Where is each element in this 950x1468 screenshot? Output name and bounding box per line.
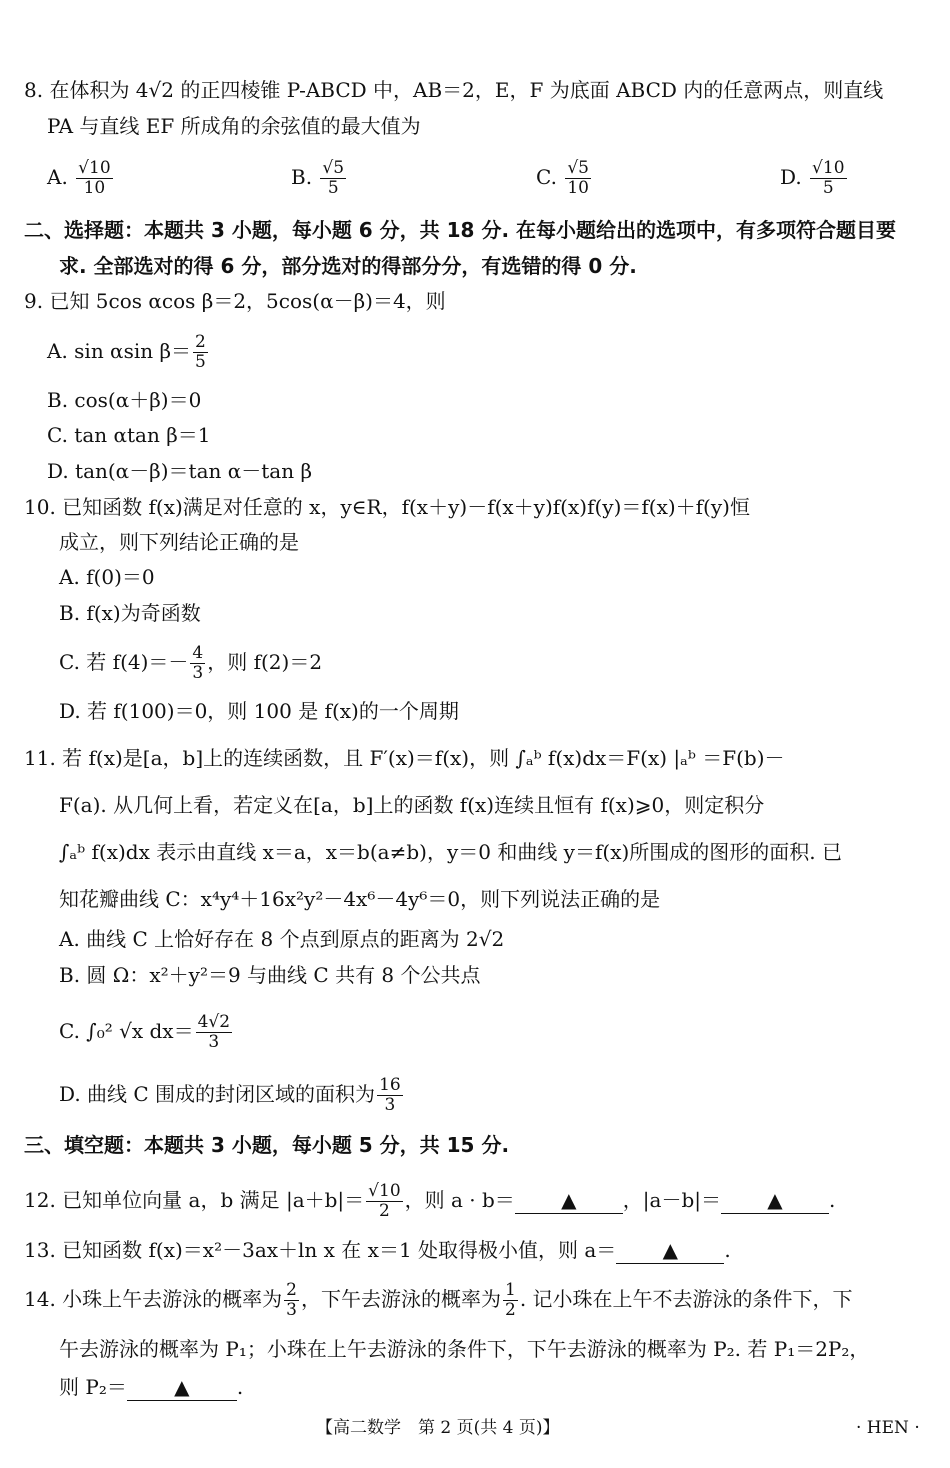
q8-stem-line1: 8. 在体积为 4√2 的正四棱锥 P-ABCD 中，AB＝2，E，F 为底面 ABCD 内的任意两点，则直线 xyxy=(24,78,884,102)
q11-option-b: B. 圆 Ω：x²＋y²＝9 与曲线 C 共有 8 个公共点 xyxy=(59,963,481,987)
q9-option-b: B. cos(α＋β)＝0 xyxy=(47,388,202,412)
q14-line2: 午去游泳的概率为 P₁；小珠在上午去游泳的条件下，下午去游泳的概率为 P₂. 若 P₁＝2P₂， xyxy=(59,1337,870,1361)
q9-option-c: C. tan αtan β＝1 xyxy=(47,423,211,447)
q14-answer-blank[interactable]: ▲ xyxy=(127,1374,237,1401)
q11-stem-line4: 知花瓣曲线 C：x⁴y⁴＋16x²y²－4x⁶－4y⁶＝0，则下列说法正确的是 xyxy=(59,887,661,911)
q10-option-b: B. f(x)为奇函数 xyxy=(59,601,201,625)
q11-stem-line3: ∫ₐᵇ f(x)dx 表示由直线 x＝a，x＝b(a≠b)，y＝0 和曲线 y＝f(x)所围成的图形的面积. 已 xyxy=(59,840,842,864)
q12-answer-blank-1[interactable]: ▲ xyxy=(515,1187,623,1214)
q10-option-a: A. f(0)＝0 xyxy=(59,565,155,589)
q12-answer-blank-2[interactable]: ▲ xyxy=(721,1187,829,1214)
q10-option-c: C. 若 f(4)＝－ $\frac{4}{3}$ ，则 f(2)＝2 xyxy=(59,643,323,683)
q14-line1: 14. 小珠上午去游泳的概率为 $\frac{2}{3}$ ，下午去游泳的概率为 $\frac{1}{2}$ . 记小珠在上午不去游泳的条件下，下 xyxy=(24,1280,853,1320)
page-footer-code: · HEN · xyxy=(856,1418,920,1438)
q11-option-a: A. 曲线 C 上恰好存在 8 个点到原点的距离为 2√2 xyxy=(59,927,505,951)
q8-option-c: C. $\frac{√5}{10}$ xyxy=(536,158,589,198)
q10-stem-line2: 成立，则下列结论正确的是 xyxy=(59,530,299,554)
q12-line: 12. 已知单位向量 a，b 满足 |a＋b|＝ $\frac{√10}{2}$ ，则 a · b＝ ▲ ，|a－b|＝ ▲ . xyxy=(24,1181,836,1221)
q10-option-d: D. 若 f(100)＝0，则 100 是 f(x)的一个周期 xyxy=(59,699,459,723)
q8-option-b: B. $\frac{√5}{5}$ xyxy=(291,158,345,198)
q9-option-d: D. tan(α－β)＝tan α－tan β xyxy=(47,459,313,483)
page-footer-label: 【高二数学 第 2 页(共 4 页)】 xyxy=(316,1418,560,1438)
q9-option-a: A. sin αsin β＝ $\frac{2}{5}$ xyxy=(47,332,206,372)
q14-line3: 则 P₂＝ ▲ . xyxy=(59,1375,244,1399)
q8-option-a: A. $\frac{√10}{10}$ xyxy=(47,158,111,198)
q8-stem-line2: PA 与直线 EF 所成角的余弦值的最大值为 xyxy=(47,114,421,138)
q11-stem-line1: 11. 若 f(x)是[a，b]上的连续函数，且 F′(x)＝f(x)，则 ∫ₐᵇ f(x)dx＝F(x) |ₐᵇ ＝F(b)－ xyxy=(24,746,785,770)
q11-stem-line2: F(a). 从几何上看，若定义在[a，b]上的函数 f(x)连续且恒有 f(x)⩾0，则定积分 xyxy=(59,793,765,817)
section2-heading-line1: 二、选择题：本题共 3 小题，每小题 6 分，共 18 分. 在每小题给出的选项中，有多项符合题目要 xyxy=(24,218,897,242)
q8-option-d: D. $\frac{√10}{5}$ xyxy=(780,158,845,198)
section2-heading-line2: 求. 全部选对的得 6 分，部分选对的得部分分，有选错的得 0 分. xyxy=(59,254,637,278)
q9-stem: 9. 已知 5cos αcos β＝2，5cos(α－β)＝4，则 xyxy=(24,289,446,313)
section3-heading: 三、填空题：本题共 3 小题，每小题 5 分，共 15 分. xyxy=(24,1133,510,1157)
q13-answer-blank[interactable]: ▲ xyxy=(616,1237,724,1264)
q11-option-d: D. 曲线 C 围成的封闭区域的面积为 $\frac{16}{3}$ xyxy=(59,1075,401,1115)
q13-line: 13. 已知函数 f(x)＝x²－3ax＋ln x 在 x＝1 处取得极小值，则 a＝ ▲ . xyxy=(24,1238,731,1262)
q11-option-c: C. ∫₀² √x dx＝ $\frac{4√2}{3}$ xyxy=(59,1012,231,1052)
q10-stem-line1: 10. 已知函数 f(x)满足对任意的 x，y∈R，f(x＋y)－f(x＋y)f(x)f(y)＝f(x)＋f(y)恒 xyxy=(24,495,750,519)
